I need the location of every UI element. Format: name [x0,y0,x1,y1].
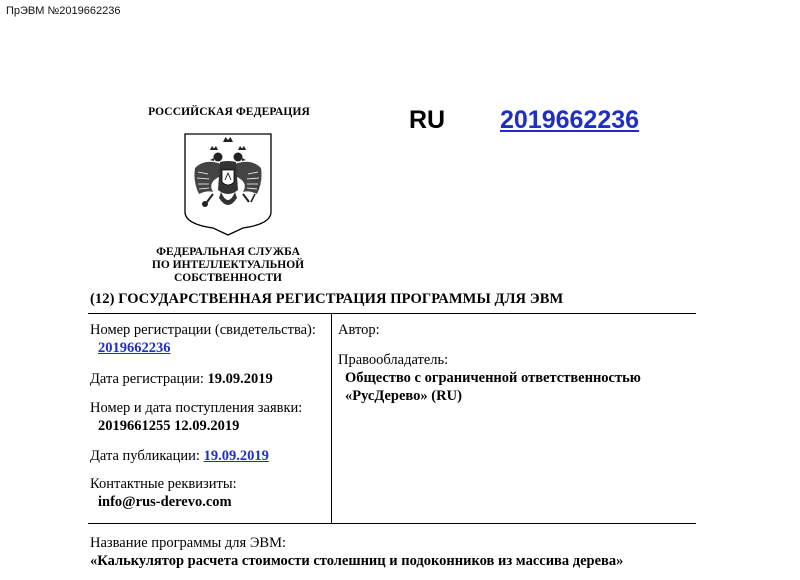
divider-bottom [88,523,696,524]
author-label: Автор: [338,322,380,338]
divider-vertical [331,313,332,523]
contacts-label: Контактные реквизиты: [90,476,237,492]
agency-title-line1: ФЕДЕРАЛЬНАЯ СЛУЖБА [156,246,300,258]
reg-number-value[interactable]: 2019662236 [98,340,171,356]
document-heading: (12) ГОСУДАРСТВЕННАЯ РЕГИСТРАЦИЯ ПРОГРАММЫ ДЛЯ ЭВМ [90,291,564,307]
registration-number-link[interactable]: 2019662236 [500,106,640,134]
reg-date-value: 19.09.2019 [207,371,273,387]
reg-date-label: Дата регистрации: [90,371,204,387]
document-header-line: ПрЭВМ №2019662236 [6,5,121,17]
publication-label: Дата публикации: [90,448,200,464]
agency-title [100,246,356,285]
publication-date-link[interactable]: 19.09.2019 [203,448,269,464]
application-value: 2019661255 12.09.2019 [98,418,240,434]
application-label: Номер и дата поступления заявки: [90,400,303,416]
holder-label: Правообладатель: [338,352,449,368]
reg-date-row [90,371,273,388]
divider-top [88,313,696,314]
holder-line1: Общество с ограниченной ответственностью [345,370,641,386]
country-title: РОССИЙСКАЯ ФЕДЕРАЦИЯ [148,106,310,118]
agency-title-line2: ПО ИНТЕЛЛЕКТУАЛЬНОЙ СОБСТВЕННОСТИ [151,259,305,284]
reg-number-link[interactable] [98,340,171,357]
holder-line2: «РусДерево» (RU) [345,388,462,404]
program-title: «Калькулятор расчета стоимости столешниц и подоконников из массива дерева» [90,553,624,569]
coat-of-arms-icon [183,132,273,236]
program-label: Название программы для ЭВМ: [90,535,286,551]
country-code: RU [409,106,446,134]
contacts-value: info@rus-derevo.com [98,494,232,510]
publication-row [90,448,269,465]
reg-number-label: Номер регистрации (свидетельства): [90,322,316,338]
